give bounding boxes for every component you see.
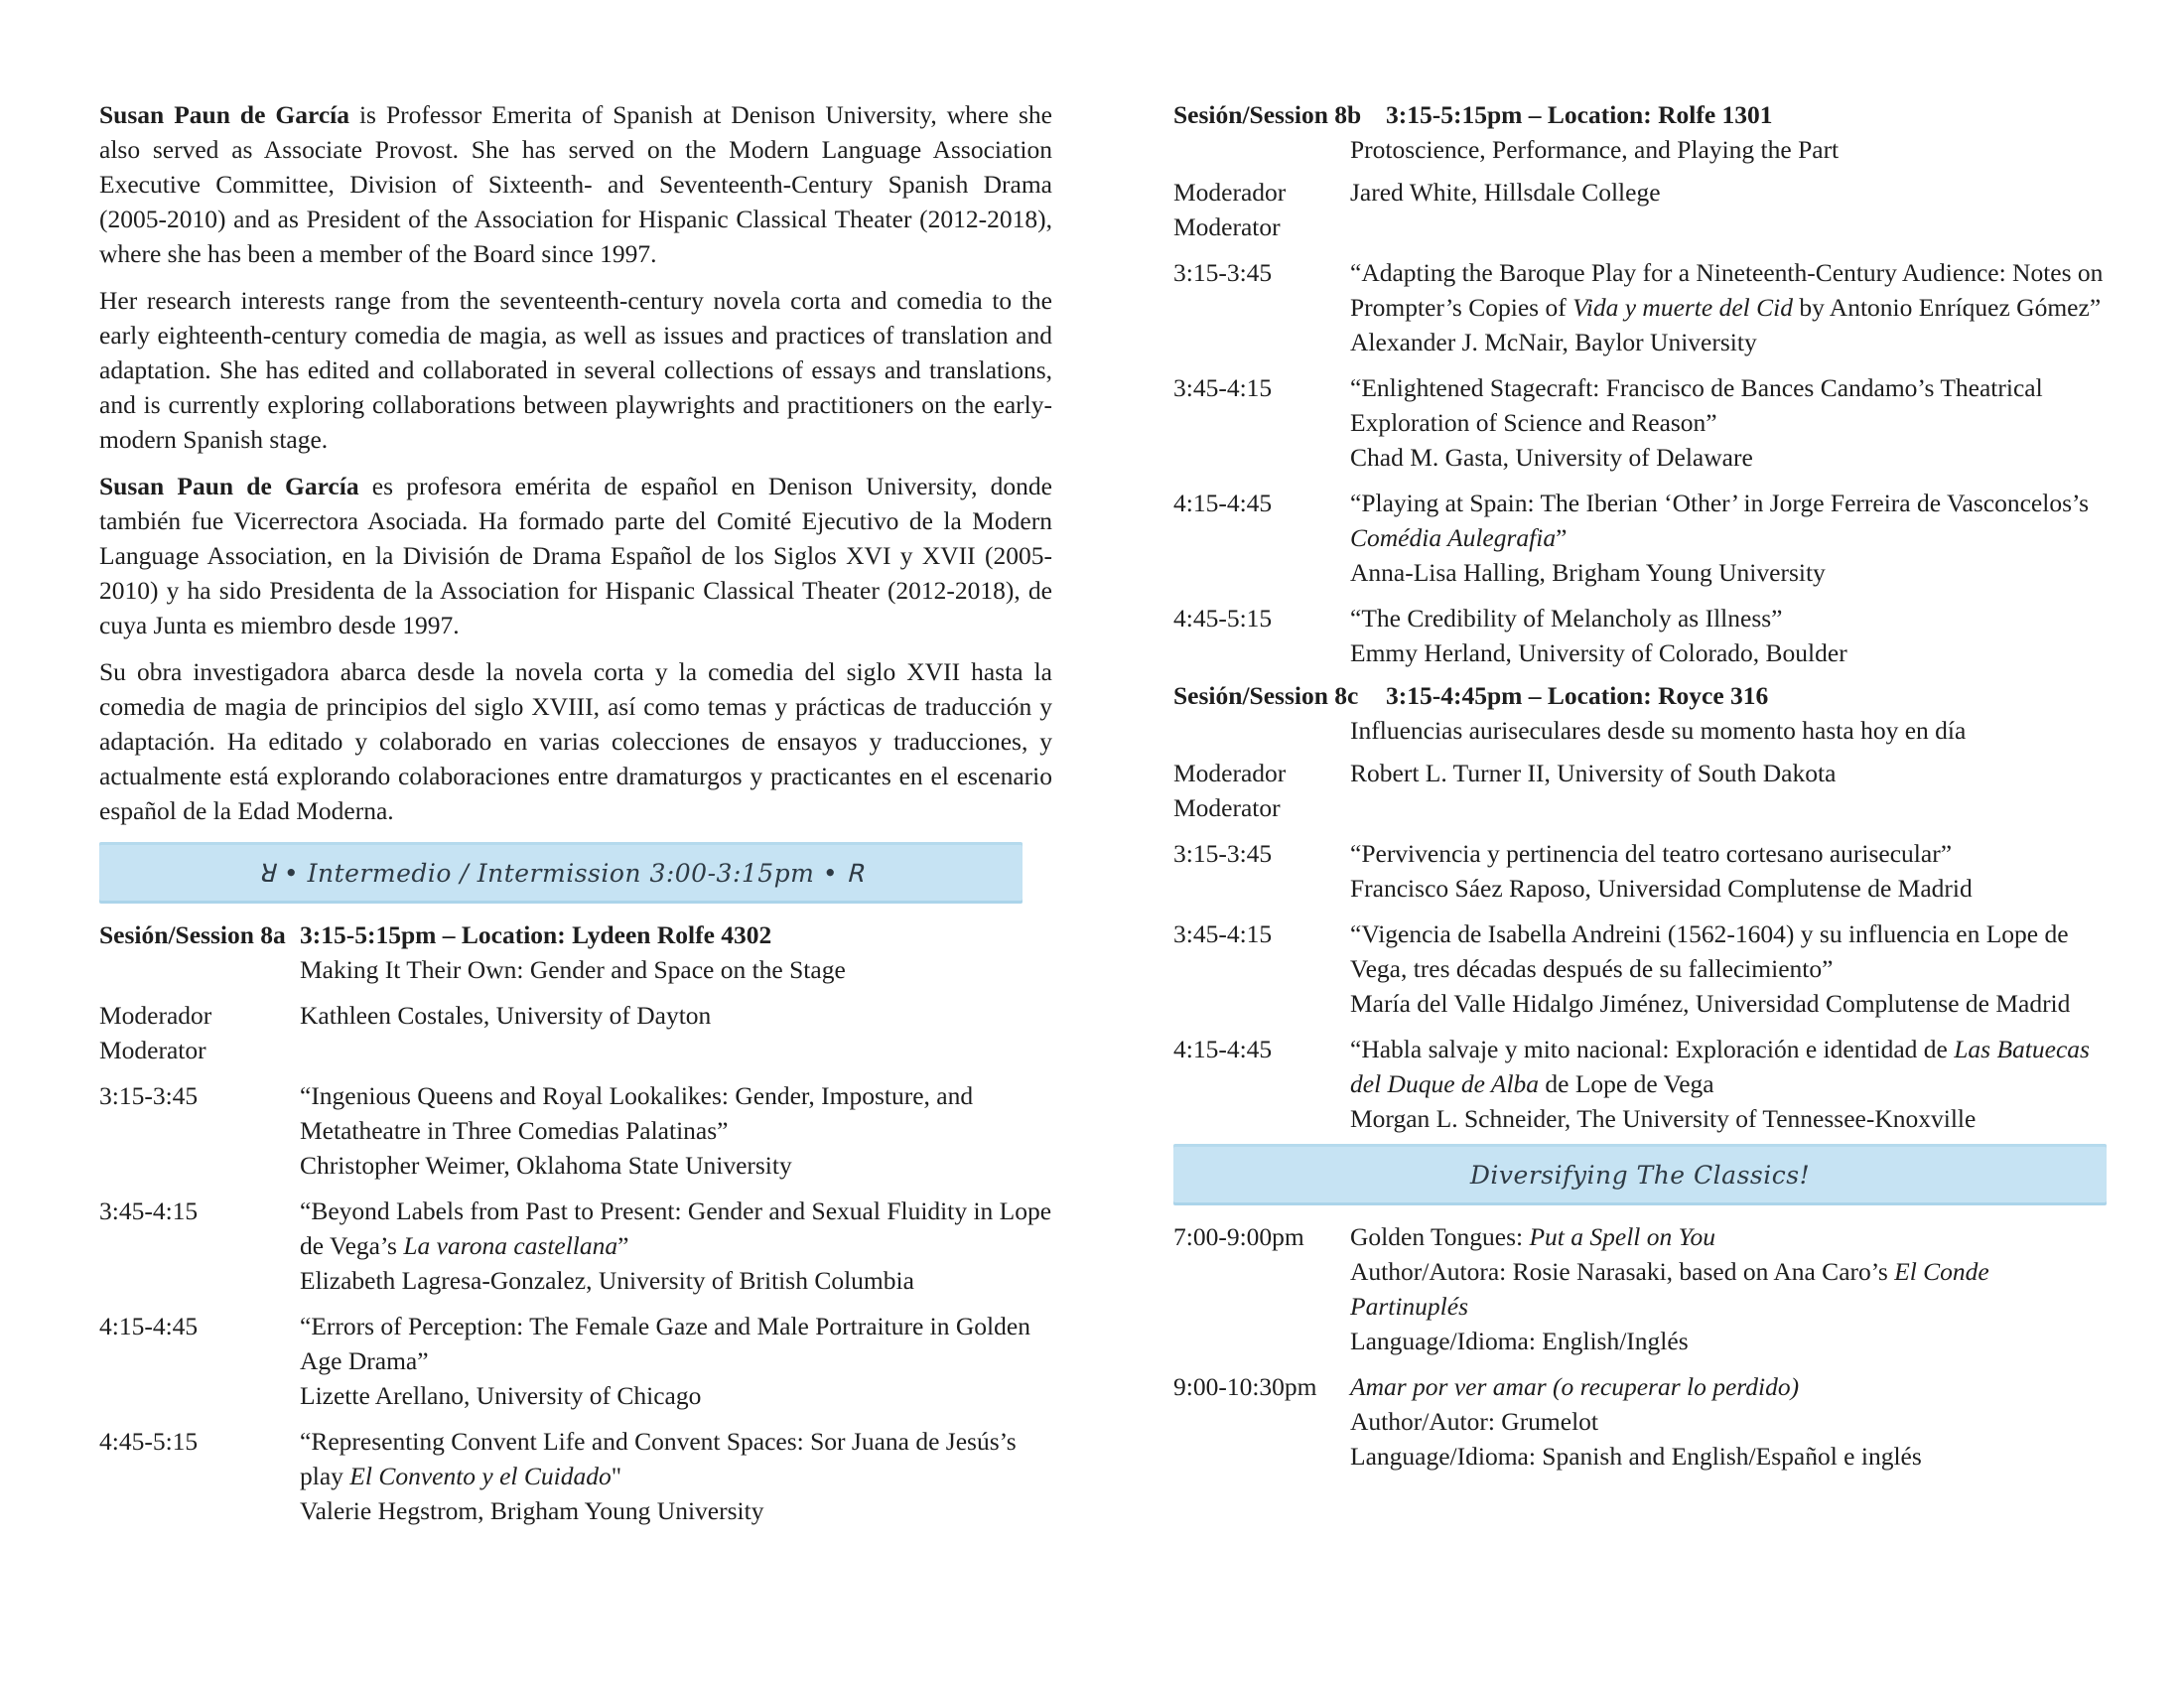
session-time-location: 3:15-4:45pm – Location: Royce 316 [1386, 681, 1769, 710]
talk-speaker: Valerie Hegstrom, Brigham Young University [300, 1496, 764, 1525]
talk-row [1173, 916, 2107, 1021]
talk-speaker: Emmy Herland, University of Colorado, Boulder [1350, 638, 1847, 667]
intermission-banner [99, 842, 1023, 904]
bio-english-paragraph-1 [99, 97, 1052, 271]
session-8c [1173, 678, 2107, 1136]
event-time: 7:00-9:00pm [1173, 1222, 1304, 1251]
session-title: Making It Their Own: Gender and Space on the Stage [300, 955, 846, 984]
session-title: Protoscience, Performance, and Playing the Part [1350, 135, 1840, 164]
talk-row [1173, 601, 2107, 670]
talk-details: “Enlightened Stagecraft: Francisco de Bances Candamo’s Theatrical Exploration of Science and Reason” Chad M. Gasta, University of Delaware [1350, 373, 2043, 472]
intermission-text: ꓤ • Intermedio / Intermission 3:00-3:15pm • ꓣ [257, 858, 865, 888]
bio-text: is Professor Emerita of Spanish at Denison University, where she also served as Associate Provost. She has served on the Modern Language Association Executive Committee, Division of Sixteenth- and Seventeenth-Century Spanish Drama (2005-2010) and as President of the Association for Hispanic Classical Theater (2012-2018), where she has been a member of the Board since 1997. [99, 100, 1052, 268]
bio-english-paragraph-2: Her research interests range from the seventeenth-century novela corta and comedia to the early eighteenth-century comedia de magia, as well as issues and practices of translation and adaptation. She has edited and collaborated in several collections of essays and translations, and is currently exploring collaborations between playwrights and practitioners on the early-modern Spanish stage. [99, 286, 1052, 454]
talk-details: “Ingenious Queens and Royal Lookalikes: Gender, Imposture, and Metatheatre in Three Comedias Palatinas” Christopher Weimer, Oklahoma State University [300, 1081, 974, 1180]
event-details: Amar por ver amar (o recuperar lo perdido) Author/Autor: Grumelot Language/Idioma: Spanish and English/Español e inglés [1350, 1372, 1922, 1471]
moderator-label: Moderador Moderator [1173, 759, 1287, 822]
event-details: Golden Tongues: Put a Spell on You Author/Autora: Rosie Narasaki, based on Ana Caro’s El Conde Partinuplés Language/Idioma: English/Inglés [1350, 1222, 1989, 1355]
talk-time: 3:45-4:15 [1173, 373, 1273, 402]
diversifying-banner-text: Diversifying The Classics! [1469, 1160, 1811, 1190]
session-code: Sesión/Session 8a [99, 920, 286, 949]
event-row [1173, 1369, 2107, 1474]
session-8a [99, 917, 1052, 1528]
session-code: Sesión/Session 8b [1173, 100, 1362, 129]
session-time-location: 3:15-5:15pm – Location: Lydeen Rolfe 4302 [300, 920, 772, 949]
left-column [99, 97, 1052, 1528]
diversifying-banner [1173, 1144, 2107, 1205]
talk-details: “The Credibility of Melancholy as Illness” Emmy Herland, University of Colorado, Boulder [1350, 604, 1847, 667]
talk-row [99, 1078, 1052, 1183]
bio-spanish-paragraph-1 [99, 469, 1052, 642]
event-time: 9:00-10:30pm [1173, 1372, 1317, 1401]
talk-row [99, 1194, 1052, 1298]
moderator-name: Jared White, Hillsdale College [1350, 178, 1661, 207]
talk-time: 3:15-3:45 [1173, 258, 1273, 287]
talk-details: “Errors of Perception: The Female Gaze and Male Portraiture in Golden Age Drama” Lizette Arellano, University of Chicago [300, 1312, 1030, 1410]
talk-speaker: Morgan L. Schneider, The University of Tennessee-Knoxville [1350, 1104, 1977, 1133]
moderator-row [1173, 175, 2107, 244]
session-title: Influencias auriseculares desde su momento hasta hoy en día [1350, 716, 1967, 745]
talk-speaker: Lizette Arellano, University of Chicago [300, 1381, 702, 1410]
bio-text: es profesora emérita de español en Denison University, donde también fue Vicerrectora Asociada. Ha formado parte del Comité Ejecutivo de la Modern Language Association, en la División de Drama Español de los Siglos XVI y XVII (2005-2010) y ha sido Presidenta de la Association for Hispanic Classical Theater (2012-2018), de cuya Junta es miembro desde 1997. [99, 472, 1052, 639]
talk-speaker: María del Valle Hidalgo Jiménez, Universidad Complutense de Madrid [1350, 989, 2071, 1018]
moderator-name: Kathleen Costales, University of Dayton [300, 1001, 712, 1030]
session-code: Sesión/Session 8c [1173, 681, 1359, 710]
talk-row [1173, 370, 2107, 475]
session-header [1173, 97, 2107, 132]
talk-time: 4:15-4:45 [1173, 489, 1273, 517]
talk-time: 3:45-4:15 [99, 1196, 199, 1225]
talk-details: “Vigencia de Isabella Andreini (1562-1604) y su influencia en Lope de Vega, tres décadas después de su fallecimiento” María del Valle Hidalgo Jiménez, Universidad Complutense de Madrid [1350, 919, 2071, 1018]
talk-speaker: Christopher Weimer, Oklahoma State University [300, 1151, 792, 1180]
talk-time: 3:15-3:45 [99, 1081, 199, 1110]
talk-row [1173, 1032, 2107, 1136]
session-header [1173, 678, 2107, 713]
bio-name: Susan Paun de García [99, 100, 349, 129]
talk-speaker: Alexander J. McNair, Baylor University [1350, 328, 1757, 356]
talk-details: “Pervivencia y pertinencia del teatro cortesano aurisecular” Francisco Sáez Raposo, Universidad Complutense de Madrid [1350, 839, 1973, 903]
moderator-label: Moderador Moderator [99, 1001, 212, 1064]
session-time-location: 3:15-5:15pm – Location: Rolfe 1301 [1386, 100, 1773, 129]
talk-time: 4:45-5:15 [1173, 604, 1273, 633]
talk-details: “Habla salvaje y mito nacional: Exploración e identidad de Las Batuecas del Duque de Alba de Lope de Vega Morgan L. Schneider, The University of Tennessee-Knoxville [1350, 1035, 2090, 1133]
talk-speaker: Anna-Lisa Halling, Brigham Young University [1350, 558, 1826, 587]
talk-row [99, 1424, 1052, 1528]
session-8b [1173, 97, 2107, 670]
talk-details: “Playing at Spain: The Iberian ‘Other’ in Jorge Ferreira de Vasconcelos’s Comédia Aulegrafia” Anna-Lisa Halling, Brigham Young University [1350, 489, 2090, 587]
talk-speaker: Chad M. Gasta, University of Delaware [1350, 443, 1753, 472]
moderator-label: Moderador Moderator [1173, 178, 1287, 241]
talk-row [1173, 836, 2107, 906]
talk-time: 4:15-4:45 [99, 1312, 199, 1340]
talk-time: 4:45-5:15 [99, 1427, 199, 1456]
talk-details: “Representing Convent Life and Convent Spaces: Sor Juana de Jesús’s play El Convento y el Cuidado" Valerie Hegstrom, Brigham Young University [300, 1427, 1017, 1525]
talk-details: “Beyond Labels from Past to Present: Gender and Sexual Fluidity in Lope de Vega’s La varona castellana” Elizabeth Lagresa-Gonzalez, University of British Columbia [300, 1196, 1052, 1295]
session-header [99, 917, 1052, 952]
talk-row [1173, 255, 2107, 359]
talk-row [99, 1309, 1052, 1413]
right-column [1173, 97, 2107, 1474]
talk-time: 3:45-4:15 [1173, 919, 1273, 948]
talk-time: 4:15-4:45 [1173, 1035, 1273, 1063]
talk-details: “Adapting the Baroque Play for a Nineteenth-Century Audience: Notes on Prompter’s Copies of Vida y muerte del Cid by Antonio Enríquez Gómez” Alexander J. McNair, Baylor University [1350, 258, 2104, 356]
talk-speaker: Francisco Sáez Raposo, Universidad Complutense de Madrid [1350, 874, 1973, 903]
bio-spanish-paragraph-2: Su obra investigadora abarca desde la novela corta y la comedia del siglo XVII hasta la comedia de magia de principios del siglo XVIII, así como temas y prácticas de traducción y adaptación. Ha editado y colaborado en varias colecciones de ensayos y traducciones, y actualmente está explorando colaboraciones entre dramaturgos y practicantes en el escenario español de la Edad Moderna. [99, 657, 1052, 825]
moderator-row [99, 998, 1052, 1067]
talk-speaker: Elizabeth Lagresa-Gonzalez, University of British Columbia [300, 1266, 914, 1295]
evening-events [1173, 1219, 2107, 1474]
talk-row [1173, 486, 2107, 590]
event-row [1173, 1219, 2107, 1358]
talk-time: 3:15-3:45 [1173, 839, 1273, 868]
bio-name: Susan Paun de García [99, 472, 359, 500]
moderator-row [1173, 756, 2107, 825]
moderator-name: Robert L. Turner II, University of South Dakota [1350, 759, 1837, 787]
